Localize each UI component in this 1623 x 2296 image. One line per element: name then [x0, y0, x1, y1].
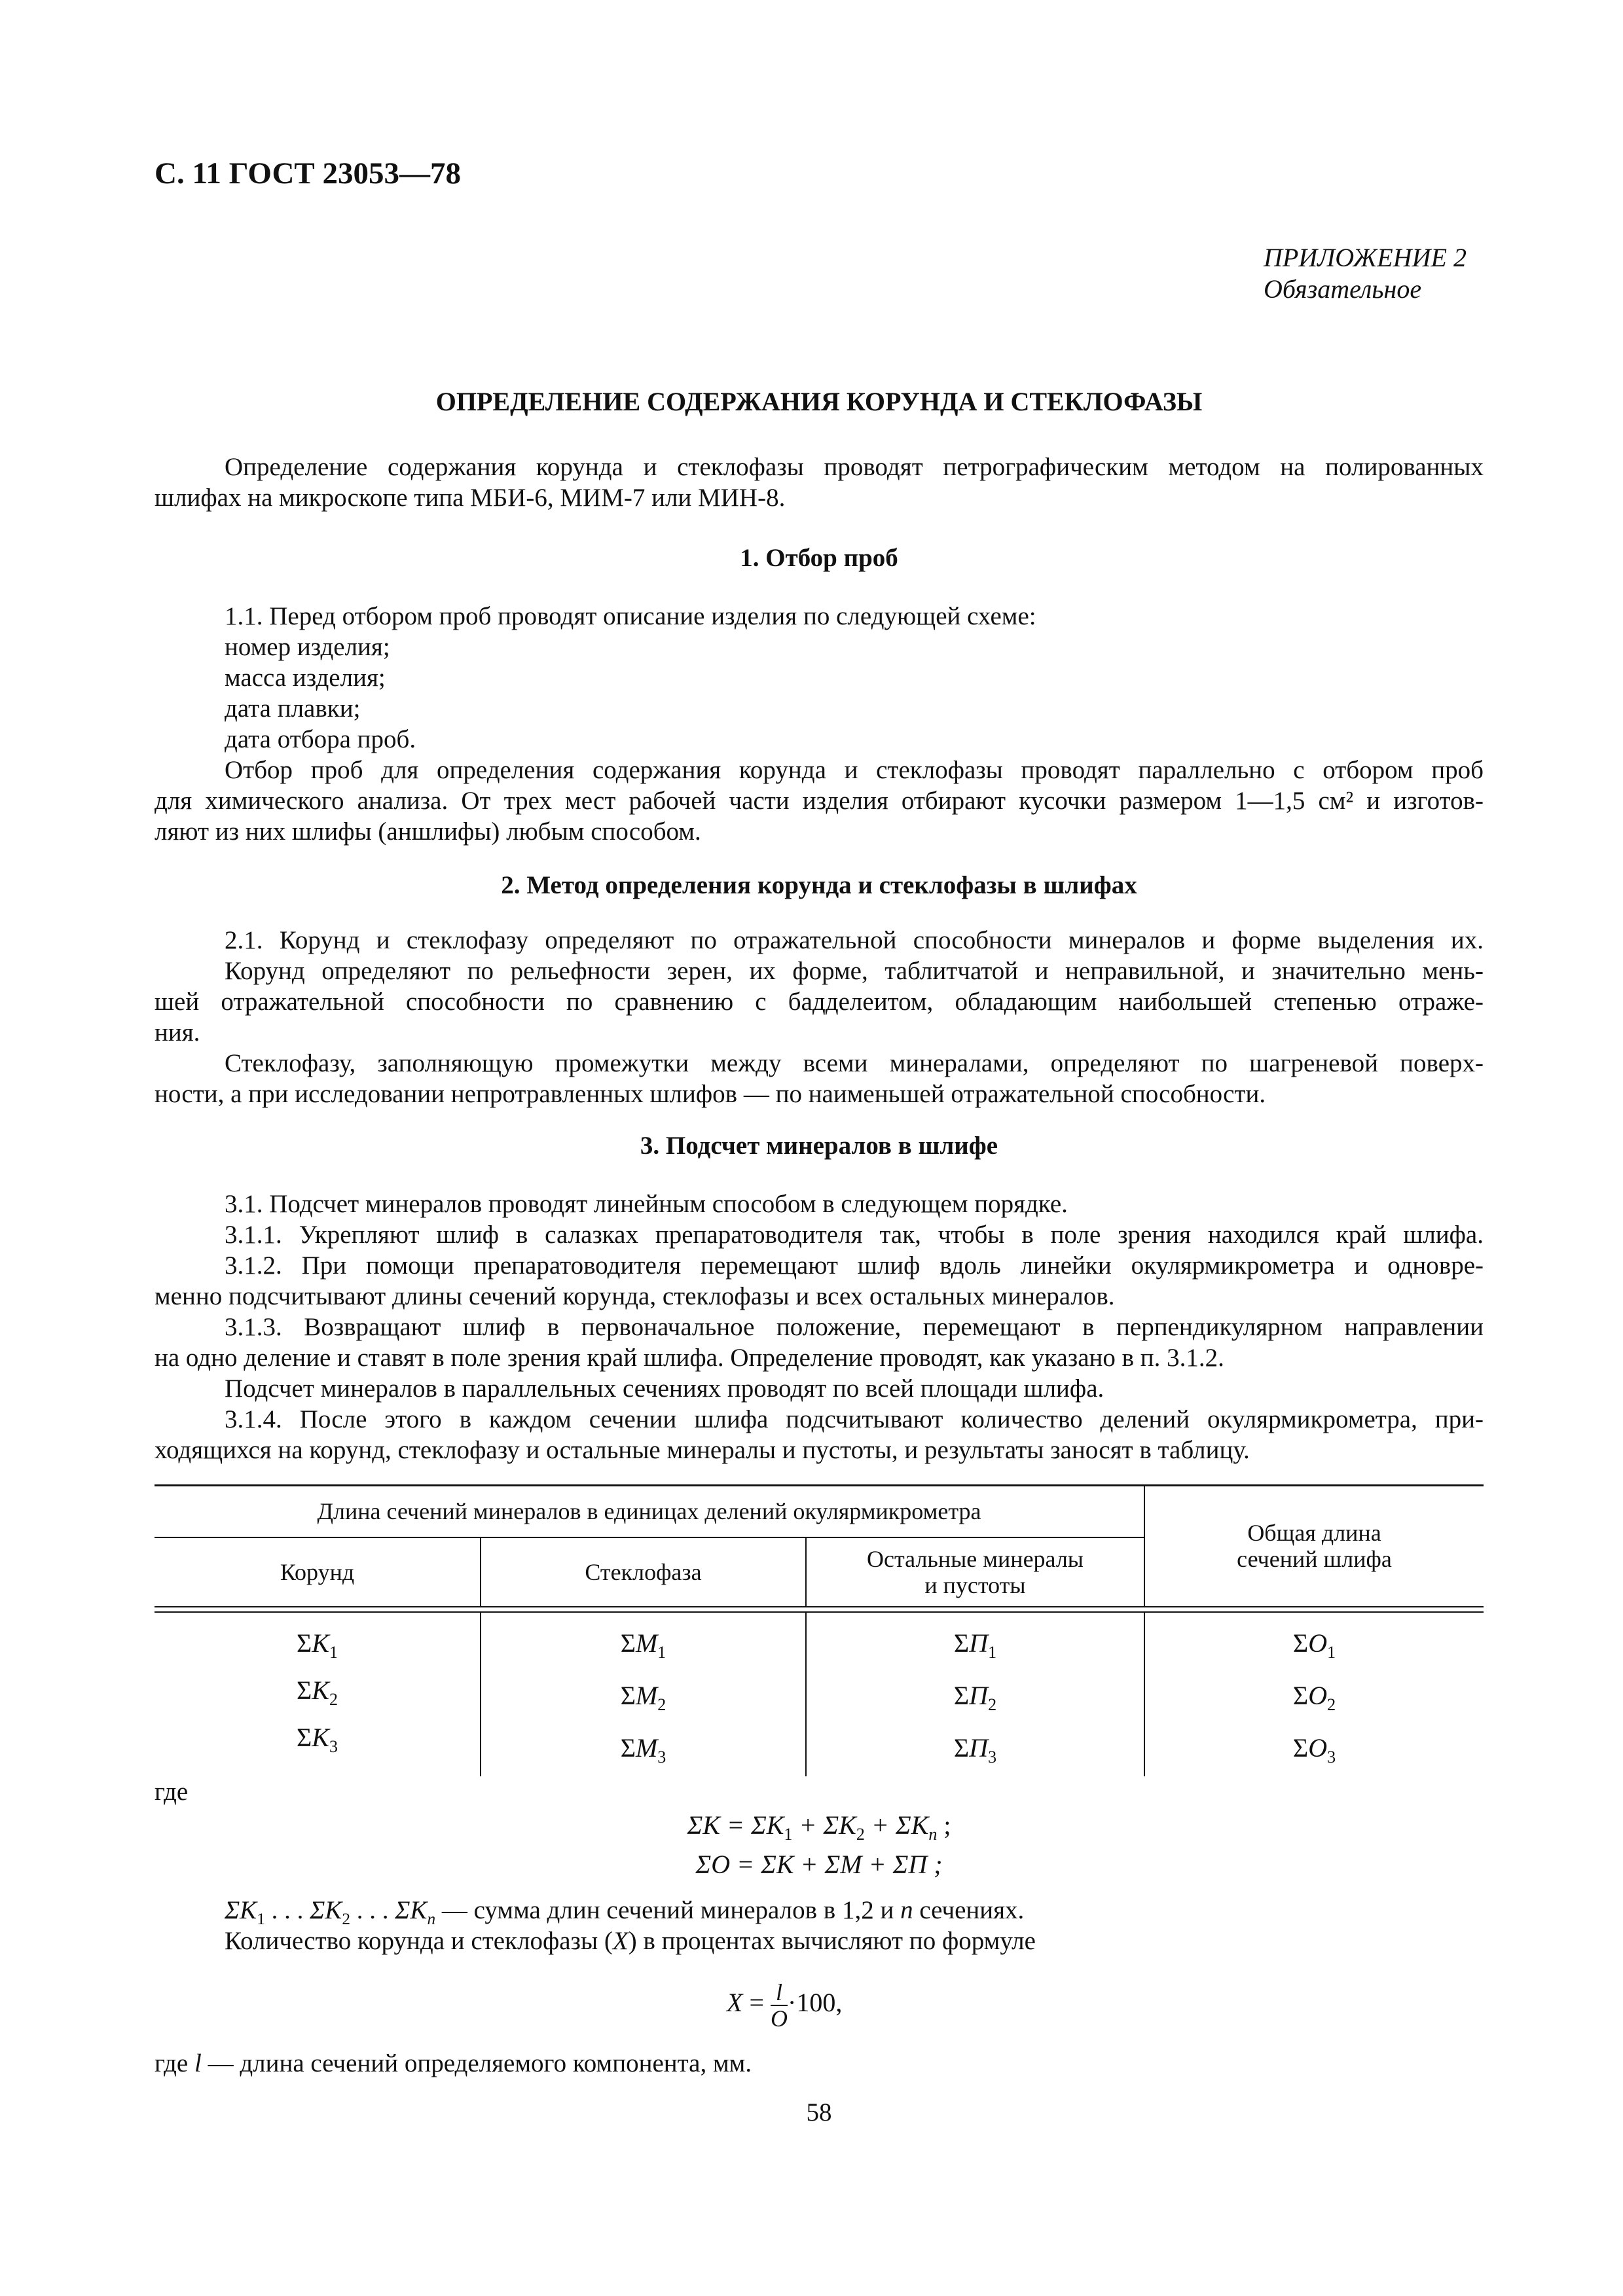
body-line: номер изделия;	[225, 633, 390, 661]
page-title: ОПРЕДЕЛЕНИЕ СОДЕРЖАНИЯ КОРУНДА И СТЕКЛОФАЗЫ	[435, 387, 1203, 416]
formula-sum-o: ΣO = ΣK + ΣM + ΣП ;	[695, 1850, 943, 1879]
col-header-other-line-2: и пустоты	[924, 1572, 1026, 1598]
body-line: ния.	[155, 1018, 200, 1047]
formula-fraction: $\frac{l}{O}$	[771, 1979, 788, 2032]
body-line: 2.1. Корунд и стеклофазу определяют по отражательной способности минералов и форме выделения их.	[225, 926, 1484, 954]
value-p3: $\Sigma П_3$	[953, 1733, 997, 1767]
section-2-heading: 2. Метод определения корунда и стеклофазы в шлифах	[501, 871, 1137, 899]
minerals-table	[155, 1486, 1484, 1776]
body-line: шей отражательной способности по сравнению с бадделеитом, обладающим наибольшей степенью отраже-	[155, 988, 1484, 1016]
value-o2: $\Sigma O_2$	[1292, 1681, 1336, 1714]
explanation-block	[155, 1895, 1484, 1956]
total-header-line-2: сечений шлифа	[1237, 1546, 1392, 1572]
body-line: для химического анализа. От трех мест рабочей части изделия отбирают кусочки размером 1—1,5 см² и изготов-	[155, 787, 1484, 815]
value-m3: $\Sigma M_3$	[620, 1733, 666, 1767]
cell-steklofaza	[481, 1611, 806, 1776]
section-1-heading: 1. Отбор проб	[740, 544, 898, 572]
col-header-other	[806, 1537, 1144, 1606]
table-total-header	[1144, 1486, 1484, 1606]
body-line: Корунд определяют по рельефности зерен, их форме, таблитчатой и неправильной, и значительно мень-	[225, 957, 1484, 985]
body-line: ляют из них шлифы (аншлифы) любым способом.	[155, 817, 701, 846]
appendix-block	[1264, 242, 1467, 305]
body-line: ходящихся на корунд, стеклофазу и остальные минералы и пустоты, и результаты заносят в таблицу.	[155, 1436, 1250, 1464]
table-header-double-rule	[155, 1606, 1484, 1613]
value-o3: $\Sigma O_3$	[1292, 1733, 1336, 1767]
value-m1: $\Sigma M_1$	[620, 1628, 666, 1662]
body-line: 3.1.4. После этого в каждом сечении шлифа подсчитывают количество делений окулярмикрометра, при-	[225, 1405, 1484, 1433]
section-1-body	[155, 601, 1484, 847]
col-header-other-line-1: Остальные минералы	[867, 1546, 1084, 1572]
value-p2: $\Sigma П_2$	[953, 1681, 997, 1714]
body-line: менно подсчитывают длины сечений корунда, стеклофазы и всех остальных минералов.	[155, 1282, 1115, 1310]
body-line: 1.1. Перед отбором проб проводят описание изделия по следующей схеме:	[225, 602, 1036, 630]
value-p1: $\Sigma П_1$	[953, 1628, 997, 1662]
cell-korund	[155, 1611, 481, 1776]
body-line: дата плавки;	[225, 694, 361, 723]
body-line: ности, а при исследовании непротравленных шлифов — по наименьшей отражательной способности.	[155, 1080, 1266, 1108]
value-k2: $\Sigma K_2$	[297, 1676, 338, 1709]
main-formula: X = $\frac{l}{O}$ ·100,	[727, 1979, 843, 2032]
final-where-line: где l — длина сечений определяемого компонента, мм.	[155, 2049, 752, 2077]
value-o1: $\Sigma O_1$	[1292, 1628, 1336, 1662]
appendix-status: Обязательное	[1264, 274, 1422, 304]
body-line: масса изделия;	[225, 664, 386, 692]
cell-other	[806, 1611, 1144, 1776]
section-3-heading: 3. Подсчет минералов в шлифе	[640, 1132, 998, 1160]
body-line: Подсчет минералов в параллельных сечениях проводят по всей площади шлифа.	[225, 1374, 1104, 1403]
body-line: 3.1. Подсчет минералов проводят линейным способом в следующем порядке.	[225, 1190, 1068, 1218]
intro-paragraph	[155, 452, 1484, 513]
col-header-steklofaza: Стеклофаза	[481, 1537, 806, 1606]
body-line: 3.1.2. При помощи препаратоводителя перемещают шлиф вдоль линейки окулярмикрометра и одновре-	[225, 1251, 1484, 1280]
formula-sum-k: $\Sigma K = \Sigma K_1 + \Sigma K_2 + \Sigma K_n$ ;	[687, 1810, 951, 1844]
quantity-explanation: Количество корунда и стеклофазы (X) в процентах вычисляют по формуле	[225, 1927, 1036, 1955]
value-k1: $\Sigma K_1$	[297, 1628, 338, 1662]
total-header-line-1: Общая длина	[1247, 1520, 1381, 1546]
section-2-body	[155, 925, 1484, 1109]
body-line: Стеклофазу, заполняющую промежутки между всеми минералами, определяют по шагреневой поверх-	[225, 1049, 1484, 1077]
appendix-label: ПРИЛОЖЕНИЕ 2	[1264, 243, 1467, 272]
body-line: на одно деление и ставят в поле зрения край шлифа. Определение проводят, как указано в п. 3.1.2.	[155, 1344, 1224, 1372]
value-k3: $\Sigma K_3$	[297, 1723, 338, 1756]
document-header: С. 11 ГОСТ 23053—78	[155, 156, 462, 190]
cell-total	[1144, 1611, 1484, 1776]
value-m2: $\Sigma M_2$	[620, 1681, 666, 1714]
intro-line: Определение содержания корунда и стеклофазы проводят петрографическим методом на полированных	[225, 453, 1484, 481]
table-group-header: Длина сечений минералов в единицах делений окулярмикрометра	[155, 1486, 1144, 1537]
body-line: 3.1.1. Укрепляют шлиф в салазках препаратоводителя так, чтобы в поле зрения находился край шлифа.	[225, 1221, 1484, 1249]
where-label: где	[155, 1778, 189, 1806]
intro-line: шлифах на микроскопе типа МБИ-6, МИМ-7 или МИН-8.	[155, 484, 786, 512]
table-row	[155, 1611, 1484, 1776]
body-line: дата отбора проб.	[225, 725, 416, 753]
section-3-body	[155, 1189, 1484, 1465]
sum-explanation: $\Sigma K_1$ . . . $\Sigma K_2$ . . . $\Sigma K_n$ — сумма длин сечений минералов в 1,2 и n сечениях.	[225, 1896, 1025, 1928]
col-header-korund: Корунд	[155, 1537, 481, 1606]
page-number: 58	[806, 2098, 832, 2126]
body-line: 3.1.3. Возвращают шлиф в первоначальное положение, перемещают в перпендикулярном направлении	[225, 1313, 1484, 1341]
body-line: Отбор проб для определения содержания корунда и стеклофазы проводят параллельно с отбором проб	[225, 756, 1484, 784]
